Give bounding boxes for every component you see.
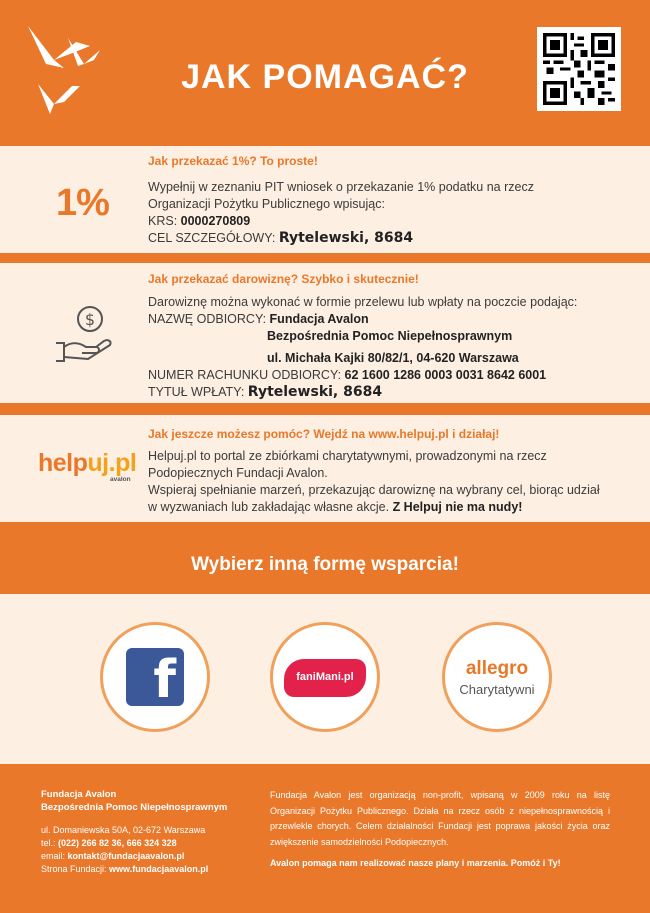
recipient-address[interactable]: ul. Michała Kajki 80/82/1, 04-620 Warszawa	[267, 351, 519, 365]
helpuj-line4	[148, 499, 600, 516]
donation-line1: Darowiznę można wykonać w formie przelewu lub wpłaty na poczcie podając:	[148, 295, 578, 309]
footer-about: Fundacja Avalon jest organizacją non-profit, wpisaną w 2009 roku na listę Organizacji Pożytku Publicznego. Działa na rzecz osób z niepełnosprawnością i przewlekle chorych. Celem działalności Fundacji jest poprawa jakości życia oraz zwiększenie samodzielności Podopiecznych.	[270, 790, 610, 847]
cel-row	[148, 230, 534, 247]
helpuj-line2: Podopiecznych Fundacji Avalon.	[148, 466, 328, 480]
account-number[interactable]: 62 1600 1286 0003 0031 8642 6001	[344, 368, 547, 382]
footer-email-label: email:	[41, 851, 68, 861]
transfer-title-value[interactable]: Rytelewski, 8684	[247, 384, 383, 400]
helpuj-logo[interactable]	[38, 449, 136, 478]
footer-contact	[41, 788, 227, 876]
facebook-icon	[126, 648, 184, 710]
recipient-row	[148, 311, 577, 328]
fanimani-logo-text: faniMani.pl	[296, 671, 354, 683]
footer	[0, 764, 650, 913]
donation-heading: Jak przekazać darowiznę? Szybko i skutecznie!	[148, 272, 419, 286]
support-banner	[0, 536, 650, 594]
footer-org-name: Fundacja Avalon	[41, 789, 117, 800]
donation-section	[0, 263, 650, 403]
one-percent-line2: Organizacji Pożytku Publicznego wpisując:	[148, 197, 385, 211]
footer-org-subtitle: Bezpośrednia Pomoc Niepełnosprawnym	[41, 802, 228, 813]
footer-address: ul. Domaniewska 50A, 02-672 Warszawa	[41, 825, 206, 835]
footer-website	[41, 863, 227, 876]
recipient-label: NAZWĘ ODBIORCY:	[148, 312, 270, 326]
donation-body	[148, 294, 577, 401]
footer-phone	[41, 837, 227, 850]
support-banner-text: Wybierz inną formę wsparcia!	[191, 554, 459, 575]
one-percent-body	[148, 179, 534, 247]
helpuj-body	[148, 448, 600, 516]
facebook-option[interactable]	[100, 622, 210, 732]
krs-row	[148, 213, 534, 230]
allegro-logo: allegro	[465, 658, 529, 679]
page-title: JAK POMAGAĆ?	[181, 58, 469, 96]
one-percent-icon: 1%	[56, 182, 109, 224]
facebook-icon-letter: f	[153, 650, 176, 710]
helpuj-line1: Helpuj.pl to portal ze zbiórkami charytatywnymi, prowadzonymi na rzecz	[148, 449, 547, 463]
fanimani-logo	[284, 659, 366, 697]
one-percent-line1: Wypełnij w zeznaniu PIT wniosek o przekazanie 1% podatku na rzecz	[148, 180, 534, 194]
helpuj-logo-part1: help	[38, 449, 88, 477]
recipient-name[interactable]: Fundacja Avalon	[269, 312, 369, 326]
recipient-name-2[interactable]: Bezpośrednia Pomoc Niepełnosprawnym	[267, 329, 513, 343]
footer-email-value[interactable]: kontakt@fundacjaavalon.pl	[67, 851, 185, 861]
account-label: NUMER RACHUNKU ODBIORCY:	[148, 368, 345, 382]
krs-label: KRS:	[148, 214, 181, 228]
footer-website-label: Strona Fundacji:	[41, 864, 110, 874]
footer-phone-label: tel.:	[41, 838, 59, 848]
hand-coin-icon	[52, 303, 114, 363]
helpuj-section	[0, 415, 650, 522]
account-row	[148, 367, 577, 384]
footer-motto: Avalon pomaga nam realizować nasze plany i marzenia. Pomóż i Ty!	[270, 858, 561, 868]
transfer-title-label: TYTUŁ WPŁATY:	[148, 385, 248, 399]
helpuj-line3: Wspieraj spełnianie marzeń, przekazując darowiznę na wybrany cel, biorąc udział	[148, 483, 600, 497]
svg-text:$: $	[84, 310, 96, 329]
one-percent-section	[0, 146, 650, 253]
qr-code[interactable]	[537, 27, 621, 111]
helpuj-line4-bold: Z Helpuj nie ma nudy!	[392, 500, 523, 514]
transfer-title-row	[148, 384, 577, 401]
allegro-charytatywni-option[interactable]	[442, 622, 552, 732]
footer-website-link[interactable]: www.fundacjaavalon.pl	[109, 864, 209, 874]
krs-value[interactable]: 0000270809	[180, 214, 251, 228]
helpuj-logo-sub: avalon	[110, 476, 131, 483]
helpuj-logo-part2: uj.pl	[87, 449, 137, 477]
qr-code-icon	[543, 33, 615, 105]
cel-value[interactable]: Rytelewski, 8684	[278, 230, 414, 246]
footer-email	[41, 850, 227, 863]
helpuj-heading[interactable]: Jak jeszcze możesz pomóc? Wejdź na www.helpuj.pl i działaj!	[148, 427, 500, 441]
allegro-charytatywni-label: Charytatywni	[459, 682, 535, 697]
cel-label: CEL SZCZEGÓŁOWY:	[148, 231, 279, 245]
footer-phone-value[interactable]: (022) 266 82 36, 666 324 328	[58, 838, 177, 848]
helpuj-line4-text: w wyzwaniach lub zakładając własne akcje.	[148, 500, 393, 514]
one-percent-heading: Jak przekazać 1%? To proste!	[148, 154, 318, 168]
header	[0, 0, 650, 132]
support-options	[0, 594, 650, 764]
fanimani-option[interactable]	[270, 622, 380, 732]
